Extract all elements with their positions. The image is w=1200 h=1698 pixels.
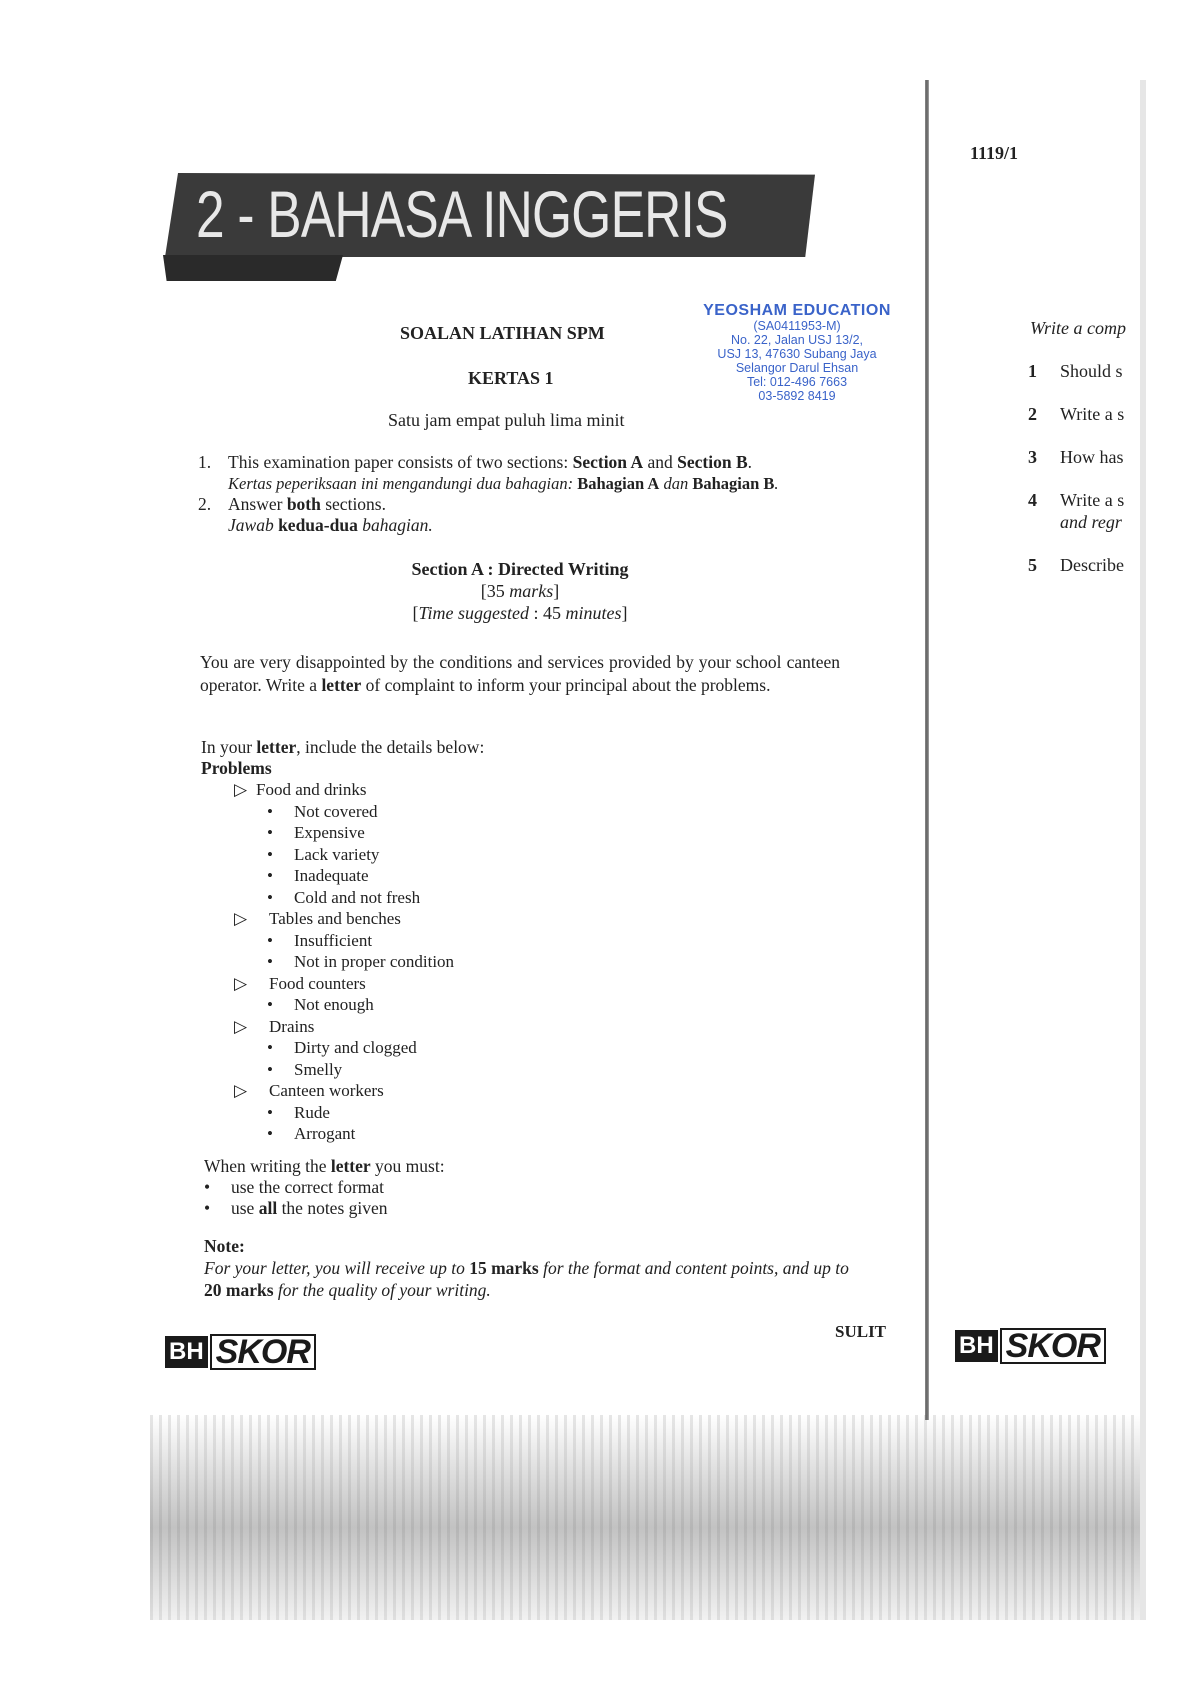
note-text: For your letter, you will receive up to 15 marks for the format and content points, and up to 20 marks for the quality of your writing. [204,1258,849,1300]
triangle-bullet-icon: ▷ [234,973,248,993]
instruction-translation: Jawab kedua-dua bahagian. [228,515,433,535]
banner-title: 2 - BAHASA INGGERIS [196,177,728,251]
instruction-item: 2. Answer both sections. [198,494,386,514]
problem-category: ▷ Food and drinks [234,780,367,799]
bh-skor-logo: BH SKOR [955,1328,1106,1364]
section-a-marks: [35 marks] [480,581,560,601]
banner-tab [163,255,343,281]
section-a-time: [Time suggested : 45 minutes] [412,603,628,623]
question-item: 5 Describe [1028,555,1124,575]
list-item: • Lack variety [267,844,380,864]
note-heading: Note: [204,1236,245,1256]
triangle-bullet-icon: ▷ [234,909,248,928]
stamp-line: Selangor Darul Ehsan [735,361,859,375]
must-block [204,1156,445,1219]
task-include: In your letter, include the details below: [201,737,485,757]
bullet-icon: • [267,844,273,864]
list-item: • use the correct format [204,1177,385,1197]
stamp-line: Tel: 012-496 7663 [746,375,848,389]
list-item: • Insufficient [267,930,373,950]
instruction-item: 1. This examination paper consists of two sections: Section A and Section B. [198,452,752,472]
list-item: • Inadequate [267,866,369,885]
bullet-icon: • [267,930,273,950]
question-item: 2 Write a s [1028,404,1125,424]
problems-heading: Problems [201,758,272,778]
stamp-name: YEOSHAM EDUCATION [703,302,891,319]
section-a-heading-block [240,558,800,624]
next-page-questions [1028,360,1140,576]
bh-skor-logo: BH SKOR [165,1334,316,1370]
list-item: • Smelly [267,1059,343,1079]
question-item: 4 Write a s and regr [1028,490,1125,532]
triangle-bullet-icon: ▷ [234,780,248,799]
bullet-icon: • [267,823,273,842]
list-item: • Rude [267,1102,330,1122]
section-a-heading: Section A : Directed Writing [411,559,629,579]
triangle-bullet-icon: ▷ [234,1081,248,1100]
question-item: 3 How has [1028,447,1124,467]
list-item: • use all the notes given [204,1198,388,1218]
bullet-icon: • [267,1124,273,1143]
must-intro: When writing the letter you must: [204,1156,445,1176]
stamp-line: (SA0411953-M) [753,319,841,333]
problem-category: ▷ Canteen workers [234,1081,384,1100]
sulit-label: SULIT [835,1322,887,1341]
problems-list [234,779,454,1145]
instruction-translation: Kertas peperiksaan ini mengandungi dua bahagian: Bahagian A dan Bahagian B. [228,474,779,493]
bullet-icon: • [267,1059,273,1079]
scan-smudge [150,1415,1140,1620]
exam-title: SOALAN LATIHAN SPM [400,323,605,343]
next-page-instruction: Write a comp [1030,318,1126,338]
bullet-icon: • [267,801,273,821]
page-fold-line [925,80,929,1420]
list-item: • Dirty and clogged [267,1038,417,1057]
question-item: 1 Should s [1028,361,1123,381]
stamp-line: USJ 13, 47630 Subang Jaya [717,347,877,361]
problem-category: ▷ Food counters [234,973,366,993]
bullet-icon: • [267,1038,273,1057]
bullet-icon: • [267,1102,273,1122]
list-item: • Expensive [267,823,365,842]
list-item: • Not in proper condition [267,952,455,971]
publisher-stamp [686,302,908,403]
bullet-icon: • [267,866,273,885]
stamp-line: 03-5892 8419 [758,389,836,403]
list-item: • Cold and not fresh [267,887,421,907]
list-item: • Arrogant [267,1124,356,1143]
paper-code: 1119/1 [970,143,1019,163]
triangle-bullet-icon: ▷ [234,1016,248,1036]
bullet-icon: • [267,952,273,971]
instructions [198,452,838,536]
stamp-line: No. 22, Jalan USJ 13/2, [730,333,864,347]
problem-category: ▷ Tables and benches [234,909,401,928]
note-block [204,1236,854,1301]
bullet-icon: • [204,1198,211,1218]
problem-category: ▷ Drains [234,1016,315,1036]
bullet-icon: • [267,995,273,1014]
list-item: • Not enough [267,995,374,1014]
duration: Satu jam empat puluh lima minit [388,410,625,430]
bullet-icon: • [204,1177,211,1197]
list-item: • Not covered [267,801,378,821]
task-paragraph: You are very disappointed by the conditions and services provided by your school canteen operator. Write a letter of complaint to inform your principal about the problems. [200,652,840,695]
paper-label: KERTAS 1 [468,368,554,388]
bullet-icon: • [267,887,273,907]
scan-edge [1140,80,1146,1620]
